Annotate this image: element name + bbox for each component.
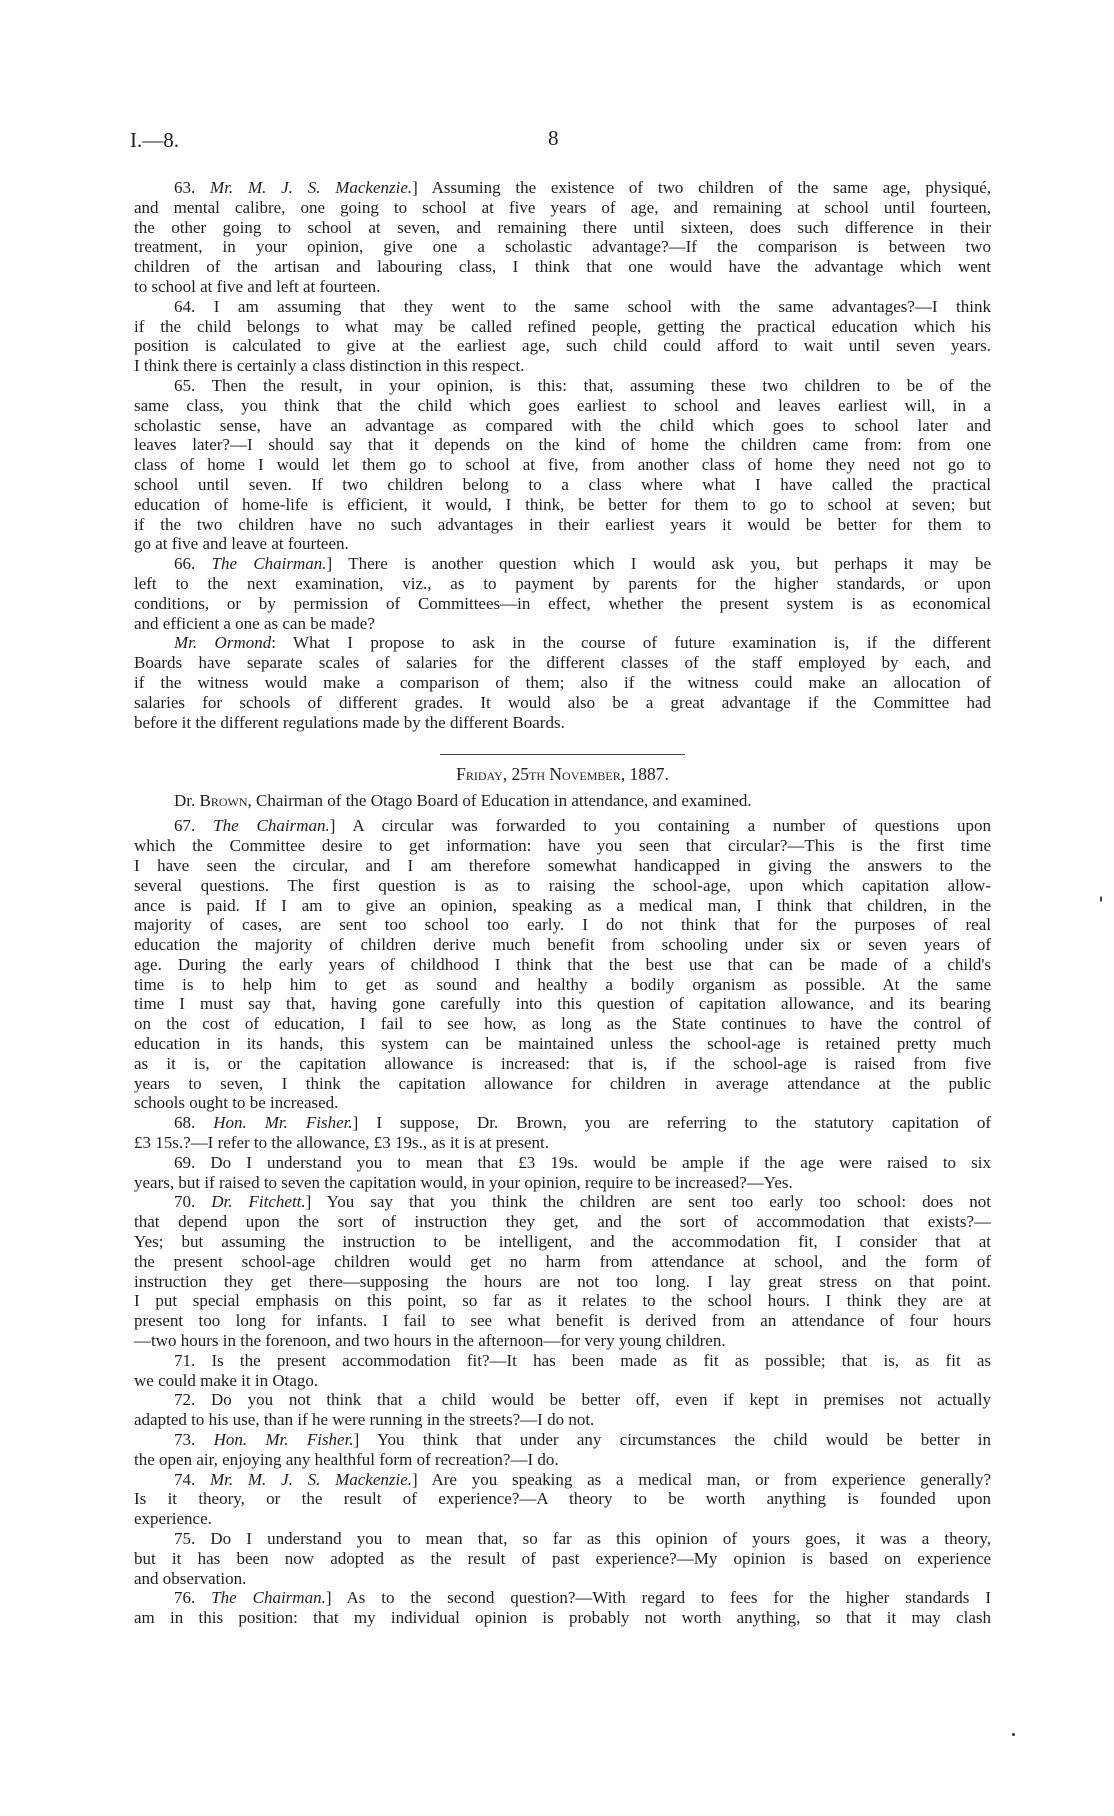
paragraph-line: Yes; but assuming the instruction to be intelligent, and the accommodation fit, I consider that at (134, 1232, 991, 1252)
paragraph-line: and mental calibre, one going to school at five years of age, and remaining at school until fourteen, (134, 197, 991, 217)
paragraph-line: to school at five and left at fourteen. (134, 276, 381, 296)
paragraph-line (134, 816, 991, 836)
question-number: 65. (174, 375, 212, 395)
paragraph-line: if the witness would make a comparison of them; also if the witness could make an allocation of (134, 672, 991, 692)
question-paragraph (134, 297, 991, 376)
speaker-suffix: ] (329, 816, 353, 836)
paragraph-line: left to the next examination, viz., as to payment by parents for the higher standards, or upon (134, 573, 991, 593)
page-number: 8 (548, 126, 559, 150)
paragraph-line: leaves later?—I should say that it depends on the kind of home the children came from: from one (134, 435, 991, 455)
line-text: You think that under any circumstances the child would be better in (376, 1430, 992, 1450)
paragraph-line: several questions. The first question is as to raising the school-age, upon which capitation allow- (134, 875, 991, 895)
speaker-name: Hon. Mr. Fisher. (213, 1430, 354, 1450)
scan-speck (1100, 896, 1102, 902)
question-number: 72. (174, 1390, 212, 1410)
paragraph-line: adapted to his use, than if he were running in the streets?—I do not. (134, 1410, 595, 1430)
paragraph-line: class of home I would let them go to school at five, from another class of home they need not go to (134, 455, 991, 475)
speaker-suffix: : (271, 633, 294, 653)
question-number: 66. (174, 554, 212, 574)
question-number: 67. (174, 816, 214, 836)
question-number: 75. (174, 1529, 211, 1548)
speaker-name: Mr. M. J. S. Mackenzie. (210, 1469, 413, 1489)
paragraph-line (134, 1529, 991, 1549)
speaker-suffix: ] (412, 178, 432, 197)
speaker-suffix: ] (353, 1430, 377, 1450)
speaker-name: The Chairman. (213, 816, 330, 836)
line-text: Are you speaking as a medical man, or from experience generally? (431, 1469, 991, 1489)
paragraph-line: conditions, or by permission of Committees—in effect, whether the present system is as economical (134, 593, 991, 613)
question-paragraph (134, 1351, 991, 1391)
paragraph-line (134, 1588, 991, 1608)
question-paragraph (134, 376, 991, 554)
paragraph-line: majority of cases, are sent too school too early. I do not think that for the purposes of real (134, 915, 991, 935)
line-text: Do you not think that a child would be better off, even if kept in premises not actually (211, 1390, 992, 1410)
speaker-suffix: ] (326, 554, 349, 574)
line-text: Assuming the existence of two children of the same age, physiqué, (431, 178, 991, 197)
line-text: Do I understand you to mean that, so far as this opinion of yours goes, it was a theory, (210, 1529, 991, 1548)
paragraph-line: which the Committee desire to get information: have you seen that circular?—This is the first time (134, 836, 991, 856)
evidence-section-previous (134, 178, 991, 732)
paragraph-line (134, 297, 991, 317)
paragraph-line: time I must say that, having gone carefully into this question of capitation allowance, and its bearing (134, 994, 991, 1014)
paragraph-line: and observation. (134, 1568, 247, 1588)
question-paragraph (134, 633, 991, 732)
paragraph-line: the other going to school at seven, and remaining there until sixteen, does such difference in their (134, 217, 991, 237)
paragraph-line (134, 1390, 991, 1410)
paragraph-line: that depend upon the sort of instruction they get, and the sort of accommodation that exists?— (134, 1212, 991, 1232)
speaker-suffix: ] (305, 1192, 327, 1212)
witness-description: , Chairman of the Otago Board of Education in attendance, and examined. (247, 791, 752, 811)
question-number: 64. (174, 296, 214, 316)
question-paragraph (134, 1529, 991, 1588)
paragraph-line: position is calculated to give at the earliest age, such child could afford to wait until seven years. (134, 336, 991, 356)
question-number: 71. (174, 1350, 212, 1370)
line-text: Do I understand you to mean that £3 19s. would be ample if the age were raised to six (210, 1152, 991, 1172)
question-number: 74. (174, 1469, 210, 1489)
sitting-date: Friday, 25th November, 1887. (456, 764, 669, 785)
paragraph-line: age. During the early years of childhood I think that the best use that can be made of a child's (134, 954, 991, 974)
speaker-suffix: ] (412, 1469, 432, 1489)
paragraph-line (134, 1430, 991, 1450)
paragraph-line: on the cost of education, I fail to see how, as long as the State continues to have the control of (134, 1014, 991, 1034)
witness-prefix: Dr. (174, 791, 200, 811)
paragraph-line: ance is paid. If I am to give an opinion, speaking as a medical man, I think that children, in the (134, 895, 991, 915)
paragraph-line (134, 1351, 991, 1371)
question-paragraph (134, 1430, 991, 1470)
line-text: I suppose, Dr. Brown, you are referring to the statutory capitation of (376, 1113, 992, 1133)
paragraph-line: present too long for infants. I fail to see what benefit is derived from an attendance of four hours (134, 1311, 991, 1331)
paragraph-line: and efficient a one as can be made? (134, 613, 375, 633)
paragraph-line: school until seven. If two children belong to a class where what I have called the practical (134, 474, 991, 494)
speaker-name: Mr. M. J. S. Mackenzie. (210, 178, 413, 197)
paragraph-line: education of home-life is efficient, it would, I think, be better for them to go to school at seven; but (134, 494, 991, 514)
question-paragraph (134, 816, 991, 1113)
paragraph-line: we could make it in Otago. (134, 1370, 319, 1390)
paragraph-line: am in this position: that my individual opinion is probably not worth anything, so that it may clash (134, 1608, 991, 1628)
question-paragraph (134, 1390, 991, 1430)
paragraph-line: scholastic sense, have an advantage as compared with the child which goes to school later and (134, 415, 991, 435)
paragraph-line: same class, you think that the child which goes earliest to school and leaves earliest will, in a (134, 395, 991, 415)
question-paragraph (134, 1470, 991, 1529)
paragraph-line (134, 376, 991, 396)
line-text: A circular was forwarded to you containing a number of questions upon (352, 816, 991, 836)
question-number: 76. (174, 1588, 212, 1608)
question-number: 70. (174, 1192, 212, 1212)
speaker-name: The Chairman. (211, 554, 327, 574)
paragraph-line: treatment, in your opinion, give one a scholastic advantage?—If the comparison is between two (134, 237, 991, 257)
paragraph-line: schools ought to be increased. (134, 1093, 339, 1113)
section-divider (440, 754, 685, 755)
speaker-name: The Chairman. (211, 1588, 326, 1608)
paragraph-line: experience. (134, 1509, 212, 1529)
paragraph-line (134, 1113, 991, 1133)
paragraph-line: I have seen the circular, and I am therefore somewhat handicapped in giving the answers to the (134, 855, 991, 875)
question-paragraph (134, 1113, 991, 1153)
paragraph-line: go at five and leave at fourteen. (134, 534, 349, 554)
line-text: Is the present accommodation fit?—It has been made as fit as possible; that is, as fit as (211, 1350, 992, 1370)
witness-line (134, 790, 991, 812)
paragraph-line: time is to help him to get as sound and healthy a bodily organism as possible. At the same (134, 974, 991, 994)
paragraph-line: education in its hands, this system can be maintained unless the school-age is retained pretty much (134, 1034, 991, 1054)
paragraph-line: —two hours in the forenoon, and two hours in the afternoon—for very young children. (134, 1331, 726, 1351)
speaker-name: Hon. Mr. Fisher. (213, 1113, 353, 1133)
question-paragraph (134, 554, 991, 633)
document-series-number: I.—8. (130, 128, 179, 152)
paragraph-line (134, 1192, 991, 1212)
question-number: 69. (174, 1152, 211, 1172)
line-text: As to the second question?—With regard to fees for the higher standards I (346, 1588, 992, 1608)
speaker-name: Dr. Fitchett. (211, 1192, 306, 1212)
paragraph-line: the open air, enjoying any healthful form of recreation?—I do. (134, 1449, 559, 1469)
paragraph-line: education the majority of children derive much benefit from schooling under six or seven years of (134, 935, 991, 955)
question-number: 73. (174, 1430, 214, 1450)
question-paragraph (134, 1192, 991, 1350)
paragraph-line: children of the artisan and labouring class, I think that one would have the advantage which went (134, 257, 991, 277)
line-text: What I propose to ask in the course of future examination is, if the different (293, 633, 991, 653)
paragraph-line: the present school-age children would get no harm from attendance at school, and the form of (134, 1251, 991, 1271)
question-paragraph (134, 1588, 991, 1628)
page-body (134, 178, 991, 1628)
paragraph-line: if the two children have no such advantages in their earliest years it would be better for them to (134, 514, 991, 534)
paragraph-line: £3 15s.?—I refer to the allowance, £3 19s., as it is at present. (134, 1133, 549, 1153)
paragraph-line (134, 1153, 991, 1173)
paragraph-line: I put special emphasis on this point, so far as it relates to the school hours. I think they are at (134, 1291, 991, 1311)
paragraph-line: as it is, or the capitation allowance is increased: that is, if the school-age is raised from five (134, 1053, 991, 1073)
paragraph-line (134, 178, 991, 198)
speaker-name: Mr. Ormond (174, 633, 272, 653)
paragraph-line: salaries for schools of different grades. It would also be a great advantage if the Committee had (134, 692, 991, 712)
question-paragraph (134, 178, 991, 297)
speaker-suffix: ] (352, 1113, 377, 1133)
line-text: Then the result, in your opinion, is this: that, assuming these two children to be of the (211, 375, 991, 395)
question-number: 63. (174, 178, 211, 197)
paragraph-line: but it has been now adopted as the result of past experience?—My opinion is based on experience (134, 1548, 991, 1568)
paragraph-line: before it the different regulations made by the different Boards. (134, 712, 565, 732)
paragraph-line: if the child belongs to what may be called refined people, getting the practical education which his (134, 316, 991, 336)
scan-speck (1012, 1733, 1015, 1736)
paragraph-line: I think there is certainly a class distinction in this respect. (134, 356, 525, 376)
evidence-section-brown (134, 816, 991, 1628)
line-text: There is another question which I would ask you, but perhaps it may be (348, 554, 991, 574)
line-text: You say that you think the children are sent too early too school: does not (326, 1192, 991, 1212)
paragraph-line (134, 633, 991, 653)
question-number: 68. (174, 1113, 214, 1133)
paragraph-line: Is it theory, or the result of experience?—A theory to be worth anything is founded upon (134, 1489, 991, 1509)
paragraph-line: instruction they get there—supposing the hours are not too long. I lay great stress on that point. (134, 1271, 991, 1291)
paragraph-line: years to seven, I think the capitation allowance for children in average attendance at the public (134, 1073, 991, 1093)
paragraph-line: years, but if raised to seven the capitation would, in your opinion, require to be increased?—Yes. (134, 1172, 793, 1192)
line-text: I am assuming that they went to the same school with the same advantages?—I think (213, 296, 992, 316)
paragraph-line (134, 554, 991, 574)
question-paragraph (134, 1153, 991, 1193)
witness-name: Brown (199, 791, 248, 811)
paragraph-line (134, 1470, 991, 1490)
paragraph-line: Boards have separate scales of salaries for the different classes of the staff employed by each, and (134, 653, 991, 673)
speaker-suffix: ] (325, 1588, 347, 1608)
